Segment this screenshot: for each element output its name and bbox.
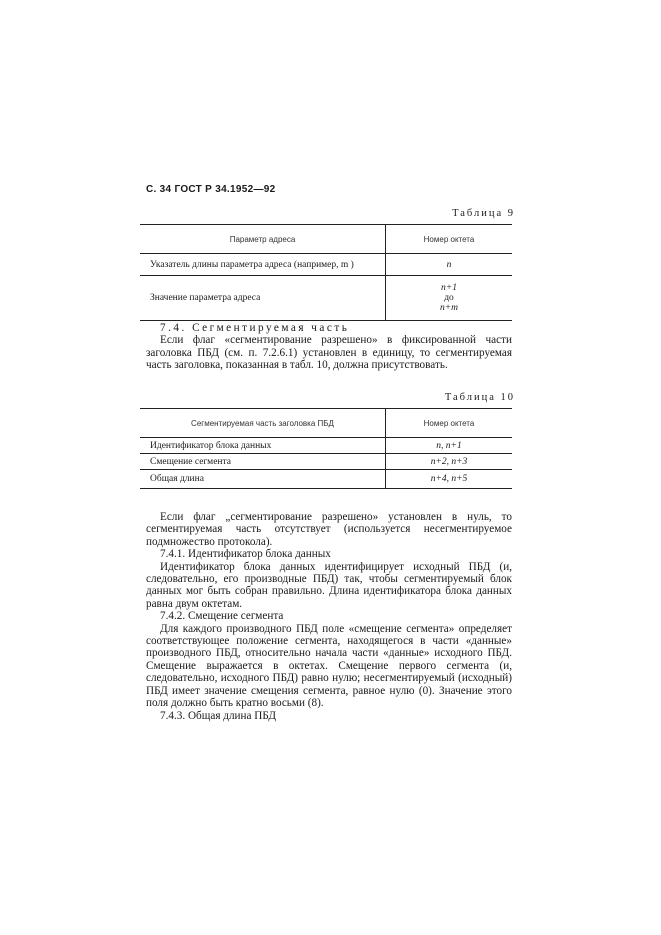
octet-to-word: до	[444, 293, 454, 303]
cell-octet: n+2, n+3	[386, 454, 513, 470]
section-heading: 7.4. Сегментируемая часть	[160, 322, 350, 334]
table-row	[140, 454, 512, 470]
table-header-row	[140, 225, 512, 254]
paragraph: Идентификатор блока данных идентифицирует исходный ПБД (и, следовательно, его производные ПБД) так, чтобы сегментируемый блок данных мог быть собран правильно. Длина идентификатора блока данных равна двум октетам.	[146, 560, 512, 610]
table-10-caption: Таблица 10	[444, 392, 515, 403]
table-9-caption: Таблица 9	[452, 208, 515, 219]
octet-from: n+1	[441, 283, 457, 293]
cell-parameter: Значение параметра адреса	[140, 276, 386, 321]
cell-octet	[386, 276, 513, 321]
cell-octet: n	[386, 254, 513, 276]
cell-parameter: Смещение сегмента	[140, 454, 386, 470]
table-row	[140, 276, 512, 321]
cell-parameter: Указатель длины параметра адреса (например, m )	[140, 254, 386, 276]
table-row	[140, 254, 512, 276]
cell-octet: n+4, n+5	[386, 470, 513, 489]
table-row	[140, 470, 512, 489]
section-7-4	[146, 322, 512, 372]
subsection-heading-7-4-2: 7.4.2. Смещение сегмента	[160, 610, 284, 623]
table-row	[140, 438, 512, 454]
paragraph: Если флаг «сегментирование разрешено» в фиксированной части заголовка ПБД (см. п. 7.2.6.1) установлен в единицу, то сегментируемая часть заголовка, показанная в табл. 10, должна присутствовать.	[146, 334, 512, 372]
table-10	[140, 408, 512, 489]
column-header-octet: Номер октета	[386, 409, 513, 438]
page-header: С. 34 ГОСТ Р 34.1952—92	[146, 184, 276, 195]
subsection-heading-7-4-3: 7.4.3. Общая длина ПБД	[160, 709, 276, 722]
cell-parameter: Общая длина	[140, 470, 386, 489]
column-header-parameter: Параметр адреса	[140, 225, 386, 254]
paragraph: Если флаг „сегментирование разрешено» установлен в нуль, то сегментируемая часть отсутствует (используется несегментируемое подмножество протокола).	[146, 511, 512, 548]
paragraph: Для каждого производного ПБД поле «смещение сегмента» определяет соответствующее положение сегмента, находящегося в части «данные» производного ПБД, относительно начала части «данные» исходного ПБД. Смещение выражается в октетах. Смещение первого сегмента (и, следовательно, исходного ПБД) равно нулю; несегментируемый (исходный) ПБД имеет значение смещения сегмента, равное нулю (0). Значение этого поля должно быть кратно восьми (8).	[146, 622, 512, 710]
cell-octet: n, n+1	[386, 438, 513, 454]
octet-to: n+m	[439, 303, 459, 313]
table-9	[140, 224, 512, 321]
column-header-octet: Номер октета	[386, 225, 513, 254]
subsection-heading-7-4-1: 7.4.1. Идентификатор блока данных	[160, 548, 331, 561]
cell-parameter: Идентификатор блока данных	[140, 438, 386, 454]
body-text	[146, 511, 512, 722]
table-header-row	[140, 409, 512, 438]
column-header-parameter: Сегментируемая часть заголовка ПБД	[140, 409, 386, 438]
